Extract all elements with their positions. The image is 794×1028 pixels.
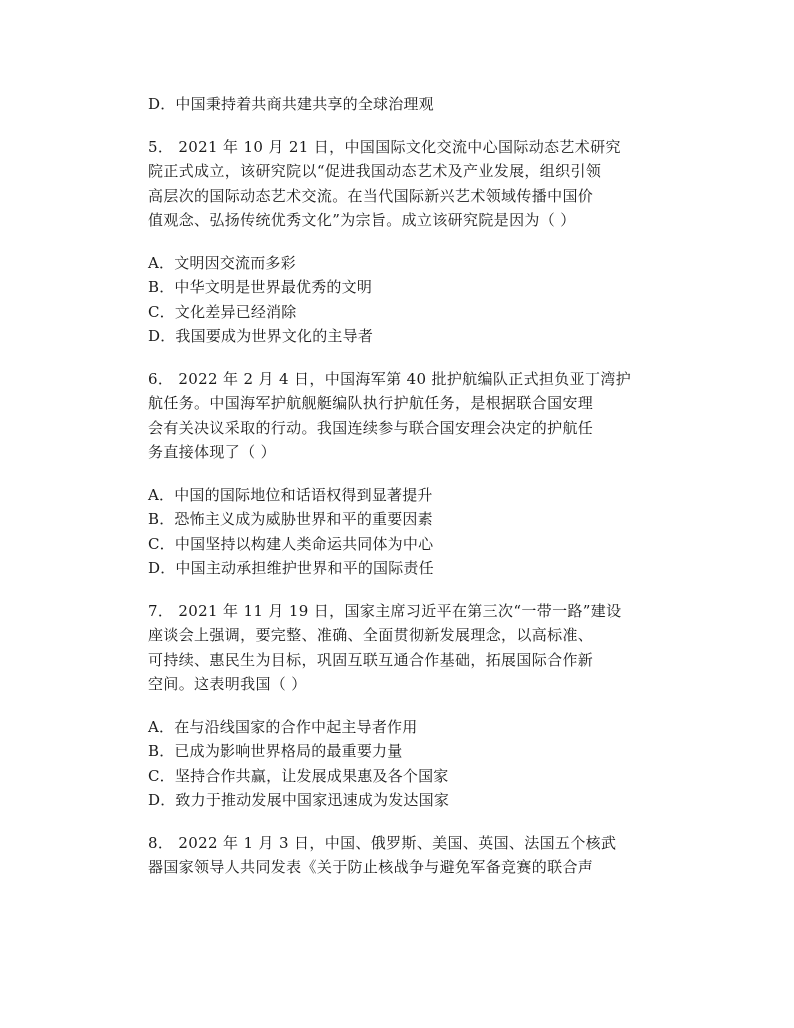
q7-stem-line: 7． 2021 年 11 月 19 日，国家主席习近平在第三次“一带一路”建设	[148, 601, 622, 620]
q7-option-d: D．致力于推动发展中国家迅速成为发达国家	[148, 791, 450, 809]
q7-stem-line: 空间。这表明我国（ ）	[148, 675, 307, 693]
q5-stem-line: 值观念、弘扬传统优秀文化”为宗旨。成立该研究院是因为（ ）	[148, 211, 576, 229]
q6-stem-line: 6． 2022 年 2 月 4 日，中国海军第 40 批护航编队正式担负亚丁湾护	[148, 369, 632, 388]
q7-option-a: A．在与沿线国家的合作中起主导者作用	[148, 717, 418, 736]
q6-option-b: B．恐怖主义成为威胁世界和平的重要因素	[148, 510, 433, 528]
q5-option-d: D．我国要成为世界文化的主导者	[148, 327, 374, 345]
q4-option-d: D．中国秉持着共商共建共享的全球治理观	[148, 95, 434, 113]
q5-stem-line: 5． 2021 年 10 月 21 日，中国国际文化交流中心国际动态艺术研究	[148, 137, 621, 156]
q6-stem-line: 会有关决议采取的行动。我国连续参与联合国安理会决定的护航任	[148, 418, 594, 437]
q8-stem-line: 器国家领导人共同发表《关于防止核战争与避免军备竞赛的联合声	[148, 858, 594, 876]
q7-options	[148, 715, 648, 813]
q6-stem-line: 航任务。中国海军护航舰艇编队执行护航任务，是根据联合国安理	[148, 394, 594, 412]
q5-stem-line: 高层次的国际动态艺术交流。在当代国际新兴艺术领域传播中国价	[148, 186, 594, 205]
q7-stem-line: 座谈会上强调，要完整、准确、全面贯彻新发展理念，以高标准、	[148, 626, 594, 644]
q8-stem	[148, 831, 648, 880]
q7-option-b: B．已成为影响世界格局的最重要力量	[148, 742, 403, 760]
q5-stem	[148, 135, 648, 233]
document-page	[148, 92, 648, 880]
q7-stem	[148, 599, 648, 697]
q6-options	[148, 483, 648, 581]
q5-option-b: B．中华文明是世界最优秀的文明	[148, 278, 373, 296]
q6-stem-line: 务直接体现了（ ）	[148, 443, 276, 461]
q5-stem-line: 院正式成立，该研究院以“促进我国动态艺术及产业发展，组织引领	[148, 162, 602, 180]
q6-stem	[148, 367, 648, 465]
q7-option-c: C．坚持合作共赢，让发展成果惠及各个国家	[148, 766, 449, 785]
q5-option-c: C．文化差异已经消除	[148, 302, 297, 321]
q8-stem-line: 8． 2022 年 1 月 3 日，中国、俄罗斯、美国、英国、法国五个核武	[148, 833, 617, 852]
q5-option-a: A．文明因交流而多彩	[148, 253, 296, 272]
q7-stem-line: 可持续、惠民生为目标，巩固互联互通合作基础，拓展国际合作新	[148, 650, 594, 669]
q5-options	[148, 251, 648, 349]
q6-option-a: A．中国的国际地位和话语权得到显著提升	[148, 485, 433, 504]
q6-option-c: C．中国坚持以构建人类命运共同体为中心	[148, 534, 434, 553]
q6-option-d: D．中国主动承担维护世界和平的国际责任	[148, 559, 434, 577]
